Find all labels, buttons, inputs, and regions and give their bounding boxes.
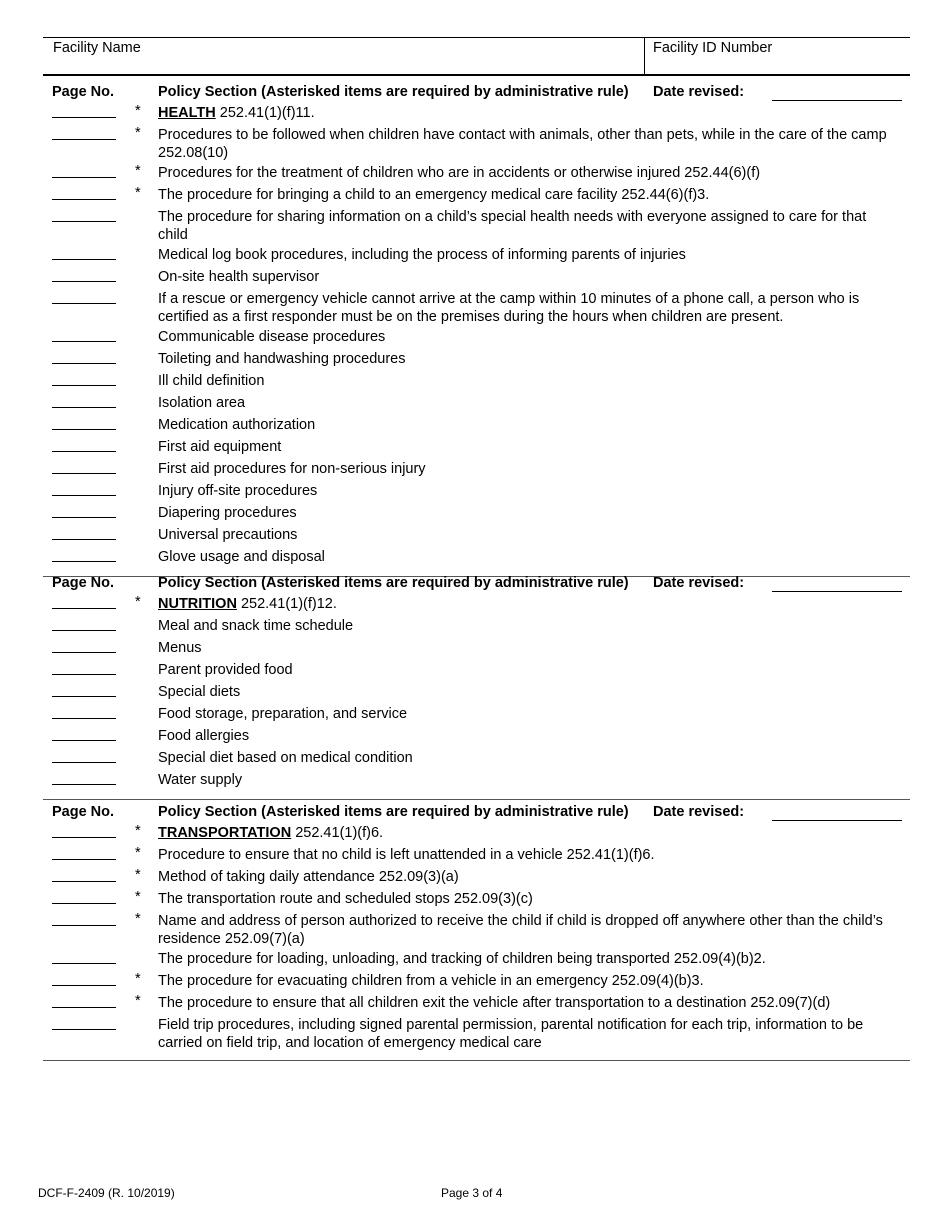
policy-item — [43, 526, 898, 548]
policy-item — [43, 705, 898, 727]
policy-item — [43, 727, 898, 749]
policy-item — [43, 246, 898, 268]
policy-section-heading: Policy Section (Asterisked items are required by administrative rule) — [158, 84, 629, 100]
section-header — [43, 804, 910, 824]
section-header — [43, 575, 910, 595]
policy-item — [43, 504, 898, 526]
policy-item-text: Isolation area — [158, 395, 246, 411]
page-no-field[interactable] — [52, 429, 116, 430]
page-no-field[interactable] — [52, 495, 116, 496]
policy-item — [43, 972, 898, 994]
page-no-field[interactable] — [52, 385, 116, 386]
policy-item — [43, 639, 898, 661]
policy-item — [43, 164, 898, 186]
policy-item-text: Universal precautions — [158, 527, 298, 543]
page-no-field[interactable] — [52, 199, 116, 200]
section-title-row — [43, 824, 898, 846]
required-asterisk: * — [135, 823, 141, 839]
policy-item-text: Toileting and handwashing procedures — [158, 351, 406, 367]
required-asterisk: * — [135, 971, 141, 987]
page-no-field[interactable] — [52, 451, 116, 452]
section-title-row — [43, 104, 898, 126]
section-reference: 252.41(1)(f)12. — [236, 596, 337, 612]
page-no-field[interactable] — [52, 859, 116, 860]
required-asterisk: * — [135, 889, 141, 905]
page-no-field[interactable] — [52, 1007, 116, 1008]
page-no-field[interactable] — [52, 903, 116, 904]
date-revised-field[interactable] — [772, 820, 902, 821]
policy-item-text: The procedure for loading, unloading, and tracking of children being transported 252.09(4)(b)2. — [158, 951, 766, 967]
page-no-field[interactable] — [52, 117, 116, 118]
policy-item-text: The procedure for evacuating children from a vehicle in an emergency 252.09(4)(b)3. — [158, 973, 704, 989]
policy-item-text: Water supply — [158, 772, 243, 788]
policy-item — [43, 438, 898, 460]
required-asterisk: * — [135, 594, 141, 610]
header-divider — [644, 38, 645, 74]
policy-item-text: Food allergies — [158, 728, 250, 744]
required-asterisk: * — [135, 163, 141, 179]
policy-item — [43, 416, 898, 438]
section-title: HEALTH — [158, 105, 216, 121]
required-asterisk: * — [135, 185, 141, 201]
facility-name-label: Facility Name — [53, 40, 141, 56]
policy-item-text: The transportation route and scheduled stops 252.09(3)(c) — [158, 891, 533, 907]
transportation-section — [43, 804, 910, 1061]
policy-item-text: Parent provided food — [158, 662, 293, 678]
required-asterisk: * — [135, 993, 141, 1009]
section-title: TRANSPORTATION — [158, 825, 292, 841]
policy-item-text: Special diet based on medical condition — [158, 750, 413, 766]
date-revised-heading: Date revised: — [653, 804, 745, 820]
required-asterisk: * — [135, 867, 141, 883]
page-no-field[interactable] — [52, 473, 116, 474]
policy-item — [43, 617, 898, 639]
page-no-field[interactable] — [52, 281, 116, 282]
policy-item-text: Glove usage and disposal — [158, 549, 325, 565]
policy-item-text: First aid procedures for non-serious injury — [158, 461, 426, 477]
policy-item — [43, 482, 898, 504]
required-asterisk: * — [135, 845, 141, 861]
page-no-heading: Page No. — [52, 804, 115, 820]
policy-item — [43, 868, 898, 890]
policy-item — [43, 208, 898, 246]
page-no-field[interactable] — [52, 652, 116, 653]
page-no-field[interactable] — [52, 259, 116, 260]
page-no-field[interactable] — [52, 674, 116, 675]
page-no-field[interactable] — [52, 696, 116, 697]
date-revised-field[interactable] — [772, 100, 902, 101]
page-no-field[interactable] — [52, 837, 116, 838]
required-asterisk: * — [135, 911, 141, 927]
page-no-field[interactable] — [52, 985, 116, 986]
page-no-field[interactable] — [52, 718, 116, 719]
date-revised-heading: Date revised: — [653, 575, 745, 591]
policy-item-text: Procedures to be followed when children have contact with animals, other than pets, while in the care of the camp 252.08(10) — [158, 127, 887, 161]
page-no-field[interactable] — [52, 881, 116, 882]
policy-item-text: The procedure to ensure that all children exit the vehicle after transportation to a destination 252.09(7)(d) — [158, 995, 831, 1011]
nutrition-section — [43, 575, 910, 800]
policy-item — [43, 771, 898, 793]
page-no-field[interactable] — [52, 139, 116, 140]
section-reference: 252.41(1)(f)6. — [291, 825, 384, 841]
section-title: NUTRITION — [158, 596, 237, 612]
date-revised-field[interactable] — [772, 591, 902, 592]
page-no-field[interactable] — [52, 517, 116, 518]
policy-item-text: Ill child definition — [158, 373, 265, 389]
page-no-field[interactable] — [52, 608, 116, 609]
policy-item-text: Special diets — [158, 684, 241, 700]
policy-item-text: The procedure for bringing a child to an emergency medical care facility 252.44(6)(f)3. — [158, 187, 710, 203]
page-no-heading: Page No. — [52, 84, 115, 100]
date-revised-heading: Date revised: — [653, 84, 745, 100]
policy-item-text: First aid equipment — [158, 439, 282, 455]
page-no-field[interactable] — [52, 762, 116, 763]
policy-item — [43, 950, 898, 972]
page-no-field[interactable] — [52, 303, 116, 304]
facility-id-label: Facility ID Number — [653, 40, 773, 56]
page-no-field[interactable] — [52, 740, 116, 741]
page-no-field[interactable] — [52, 561, 116, 562]
policy-item-text: Name and address of person authorized to receive the child if child is dropped off anywhere other than the child’s residence 252.09(7)(a) — [158, 913, 883, 947]
policy-item-text: If a rescue or emergency vehicle cannot arrive at the camp within 10 minutes of a phone call, a person who is certified as a first responder must be on the premises during the hours when children are present. — [158, 291, 860, 325]
page-no-field[interactable] — [52, 407, 116, 408]
policy-item-text: Meal and snack time schedule — [158, 618, 354, 634]
policy-item-text: Medical log book procedures, including the process of informing parents of injuries — [158, 247, 686, 263]
policy-item-text: Field trip procedures, including signed parental permission, parental notification for each trip, information to be carried on field trip, and location of emergency medical care — [158, 1017, 864, 1051]
policy-item-text: Procedure to ensure that no child is left unattended in a vehicle 252.41(1)(f)6. — [158, 847, 655, 863]
policy-item-text: Method of taking daily attendance 252.09(3)(a) — [158, 869, 459, 885]
policy-item — [43, 186, 898, 208]
form-id: DCF-F-2409 (R. 10/2019) — [38, 1186, 175, 1200]
page-no-field[interactable] — [52, 925, 116, 926]
page-number: Page 3 of 4 — [441, 1186, 503, 1200]
policy-item — [43, 328, 898, 350]
required-asterisk: * — [135, 125, 141, 141]
section-reference: 252.41(1)(f)11. — [215, 105, 315, 121]
policy-item-text: Food storage, preparation, and service — [158, 706, 408, 722]
section-header — [43, 84, 910, 104]
policy-section-heading: Policy Section (Asterisked items are required by administrative rule) — [158, 804, 629, 820]
policy-item — [43, 683, 898, 705]
policy-item — [43, 394, 898, 416]
policy-item-text: Injury off-site procedures — [158, 483, 318, 499]
page-no-field[interactable] — [52, 341, 116, 342]
health-section — [43, 84, 910, 577]
policy-item — [43, 290, 898, 328]
policy-item — [43, 994, 898, 1016]
required-asterisk: * — [135, 103, 141, 119]
policy-item-text: Procedures for the treatment of children who are in accidents or otherwise injured 252.44(6)(f) — [158, 165, 761, 181]
policy-item-text: Menus — [158, 640, 202, 656]
page-no-field[interactable] — [52, 363, 116, 364]
policy-item-text: On-site health supervisor — [158, 269, 320, 285]
policy-item — [43, 1016, 898, 1054]
policy-item — [43, 548, 898, 570]
policy-item — [43, 372, 898, 394]
policy-item — [43, 126, 898, 164]
page-no-field[interactable] — [52, 630, 116, 631]
policy-item — [43, 846, 898, 868]
policy-item — [43, 460, 898, 482]
page-no-field[interactable] — [52, 539, 116, 540]
policy-item — [43, 661, 898, 683]
policy-item-text: Medication authorization — [158, 417, 316, 433]
page-no-field[interactable] — [52, 963, 116, 964]
policy-item-text: The procedure for sharing information on a child’s special health needs with everyone assigned to care for that child — [158, 209, 867, 243]
page-no-field[interactable] — [52, 784, 116, 785]
page-no-field[interactable] — [52, 1029, 116, 1030]
facility-header — [43, 37, 910, 76]
page-no-field[interactable] — [52, 221, 116, 222]
section-title-row — [43, 595, 898, 617]
policy-item-text: Diapering procedures — [158, 505, 297, 521]
page-no-heading: Page No. — [52, 575, 115, 591]
policy-item-text: Communicable disease procedures — [158, 329, 386, 345]
page-no-field[interactable] — [52, 177, 116, 178]
policy-item — [43, 912, 898, 950]
policy-item — [43, 890, 898, 912]
policy-section-heading: Policy Section (Asterisked items are required by administrative rule) — [158, 575, 629, 591]
policy-item — [43, 749, 898, 771]
policy-item — [43, 268, 898, 290]
policy-item — [43, 350, 898, 372]
